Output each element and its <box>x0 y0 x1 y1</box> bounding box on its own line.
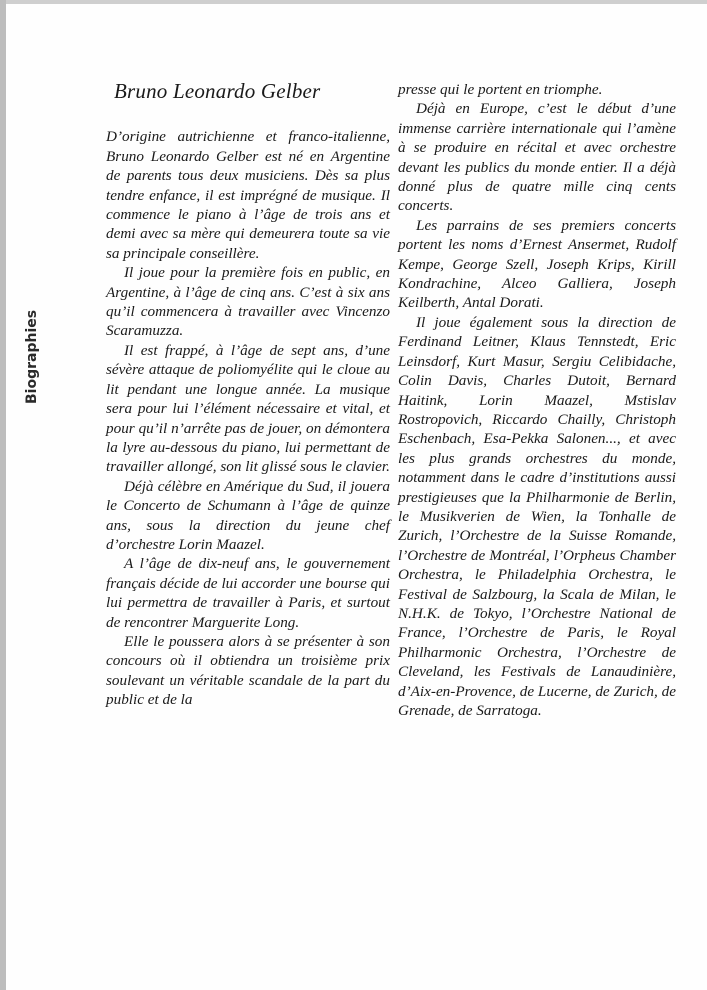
paragraph: Les parrains de ses premiers concerts portent les noms d’Ernest Ansermet, Rudolf Kempe, George Szell, Joseph Krips, Kirill Kondrachine, Alceo Galliera, Joseph Keilberth, Antal Dorati. <box>398 216 676 312</box>
paragraph: Il est frappé, à l’âge de sept ans, d’une sévère attaque de poliomyélite qui le cloue au lit pendant une longue année. La musique sera pour lui l’élément nécessaire et vital, et pour qu’il n’arrête pas de jouer, on démontera la lyre au-dessous du piano, lui permettant de travailler allongé, son lit glissé sous le clavier. <box>106 341 390 476</box>
paragraph: presse qui le portent en triomphe. <box>398 81 603 98</box>
scan-edge-top <box>0 0 707 4</box>
paragraph: Il joue également sous la direction de Ferdinand Leitner, Klaus Tennstedt, Eric Leinsdorf, Kurt Masur, Sergiu Celibidache, Colin Davis, Charles Dutoit, Bernard Haitink, Lorin Maazel, Mstislav Rostropovich, Riccardo Chailly, Christoph Eschenbach, Esa-Pekka Salonen..., et avec les plus grands orchestres du monde, notamment dans le cadre d’institutions aussi prestigieuses que la Philharmonie de Berlin, le Musikverien de Wien, la Tonhalle de Zurich, l’Orchestre de la Suisse Romande, l’Orchestre de Montréal, l’Orpheus Chamber Orchestra, le Philadelphia Orchestra, le Festival de Salzbourg, la Scala de Milan, le N.H.K. de Tokyo, l’Orchestre National de France, l’Orchestre de Paris, le Royal Philharmonic Orchestra, l’Orchestre de Cleveland, les Festivals de Lanaudinière, d’Aix-en-Provence, de Lucerne, de Zurich, de Grenade, de Sarratoga. <box>398 313 676 719</box>
section-label: Biographies <box>24 309 40 404</box>
scan-edge-left <box>0 0 6 990</box>
paragraph: Elle le poussera alors à se présenter à son concours où il obtiendra un troisième prix soulevant un véritable scandale de la part du public et de la <box>106 632 390 709</box>
paragraph: D’origine autrichienne et franco-italienne, Bruno Leonardo Gelber est né en Argentine de parents tous deux musiciens. Dès sa plus tendre enfance, il est imprégné de musique. Il commence le piano à l’âge de trois ans et demi avec sa mère qui demeurera toute sa vie sa principale conseillère. <box>106 128 390 262</box>
paragraph: Déjà en Europe, c’est le début d’une immense carrière internationale qui l’amène à se produire en récital et avec orchestre devant les publics du monde entier. Il a déjà donné plus de quatre mille cinq cents concerts. <box>398 100 676 215</box>
paragraph: Il joue pour la première fois en public, en Argentine, à l’âge de cinq ans. C’est à six ans qu’il commencera à travailler avec Vincenzo Scaramuzza. <box>106 264 390 340</box>
left-column <box>106 78 390 710</box>
paragraph: Déjà célèbre en Amérique du Sud, il jouera le Concerto de Schumann à l’âge de quinze ans, sous la direction du jeune chef d’orchestre Lorin Maazel. <box>106 477 390 553</box>
right-column <box>398 80 676 720</box>
paragraph: A l’âge de dix-neuf ans, le gouvernement français décide de lui accorder une bourse qui lui permettra de travailler à Paris, et surtout de rencontrer Marguerite Long. <box>106 555 390 631</box>
page-title: Bruno Leonardo Gelber <box>114 79 321 103</box>
